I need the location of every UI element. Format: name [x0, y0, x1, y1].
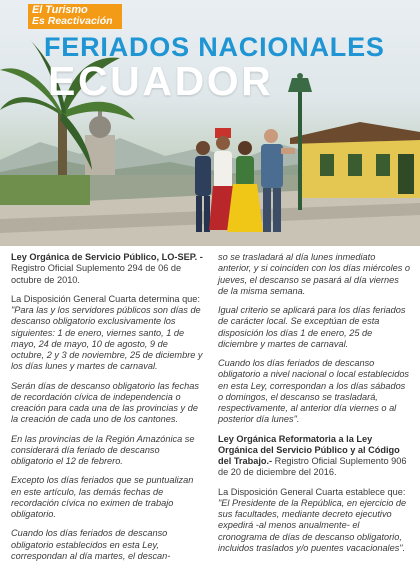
paragraph	[11, 252, 203, 286]
paragraph	[11, 294, 203, 373]
paragraph	[218, 434, 410, 479]
article-left-column	[11, 252, 203, 565]
page-title: FERIADOS NACIONALES	[44, 32, 385, 62]
paragraph: Serán días de descanso obligatorio las fechas de recordación cívica de independencia o creación para cada una de las provincias y de la creación de cada uno de los cantones.	[11, 380, 199, 425]
article-right-column	[218, 252, 410, 562]
paragraph: Igual criterio se aplicará para los días feriados de carácter local. Se exceptúan de esta disposición los días 1 de enero, 25 de diciembre y martes de carnaval.	[218, 305, 406, 349]
hero-photo	[0, 0, 420, 246]
paragraph	[218, 487, 410, 555]
brand-line-2: Es Reactivación	[32, 15, 113, 27]
paragraph: En las provincias de la Región Amazónica se considerará día feriado de descanso obligatorio el 12 de febrero.	[11, 433, 195, 466]
paragraph: Cuando los días feriados de descanso obligatorio a nivel nacional o local establecidos en esta Ley, correspondan a los días sábados o domingos, el descanso se trasladará, respectivamente, al anterior día viernes o al posterior día lunes".	[218, 358, 410, 425]
paragraph: Cuando los días feriados de descanso obligatorio establecidos en esta Ley, correspondan al día martes, el descan-	[11, 528, 171, 561]
page-subtitle: ECUADOR	[48, 58, 274, 104]
quoted-text: "El Presidente de la República, en ejercicio de sus facultades, mediante decreto ejecutivo expedirá -al menos anualmente- el cronograma de días de descanso obligatorio, incluidos traslados y/o puentes vacacionales".	[218, 497, 407, 553]
paragraph: Excepto los días feriados que se puntualizan en este artículo, las demás fechas de recordación cívica no eximen de trabajo obligatorio.	[11, 475, 194, 519]
quoted-text: "Para las y los servidores públicos son días de descanso obligatorio exclusivamente los siguientes: 1 de enero, viernes santo, 1 de mayo, 24 de mayo, 10 de agosto, 9 de octubre, 2 y 3 de noviembre, 25 de diciembre y los días lunes y martes de carnaval.	[11, 305, 203, 372]
law-heading: Ley Orgánica de Servicio Público, LO-SEP. -	[11, 252, 203, 262]
brand-badge	[28, 4, 122, 29]
paragraph: so se trasladará al día lunes inmediato anterior, y si coinciden con los días miércoles o jueves, el descanso se pasará al día viernes de la misma semana.	[218, 252, 411, 296]
law-reference: Registro Oficial Suplemento 294 de 06 de octubre de 2010.	[11, 263, 182, 285]
law-reference: Registro Oficial Suplemento 906 de 20 de diciembre del 2016.	[218, 456, 407, 478]
paragraph-text: La Disposición General Cuarta establece que:	[218, 486, 406, 497]
people-group-illustration	[185, 118, 300, 236]
paragraph-text: La Disposición General Cuarta determina que:	[11, 293, 200, 304]
law-heading: Ley Orgánica Reformatoria a la Ley Orgánica del Servicio Público y al Código del Trabajo.-	[218, 433, 400, 466]
brand-line-1: El Turismo	[32, 4, 88, 16]
